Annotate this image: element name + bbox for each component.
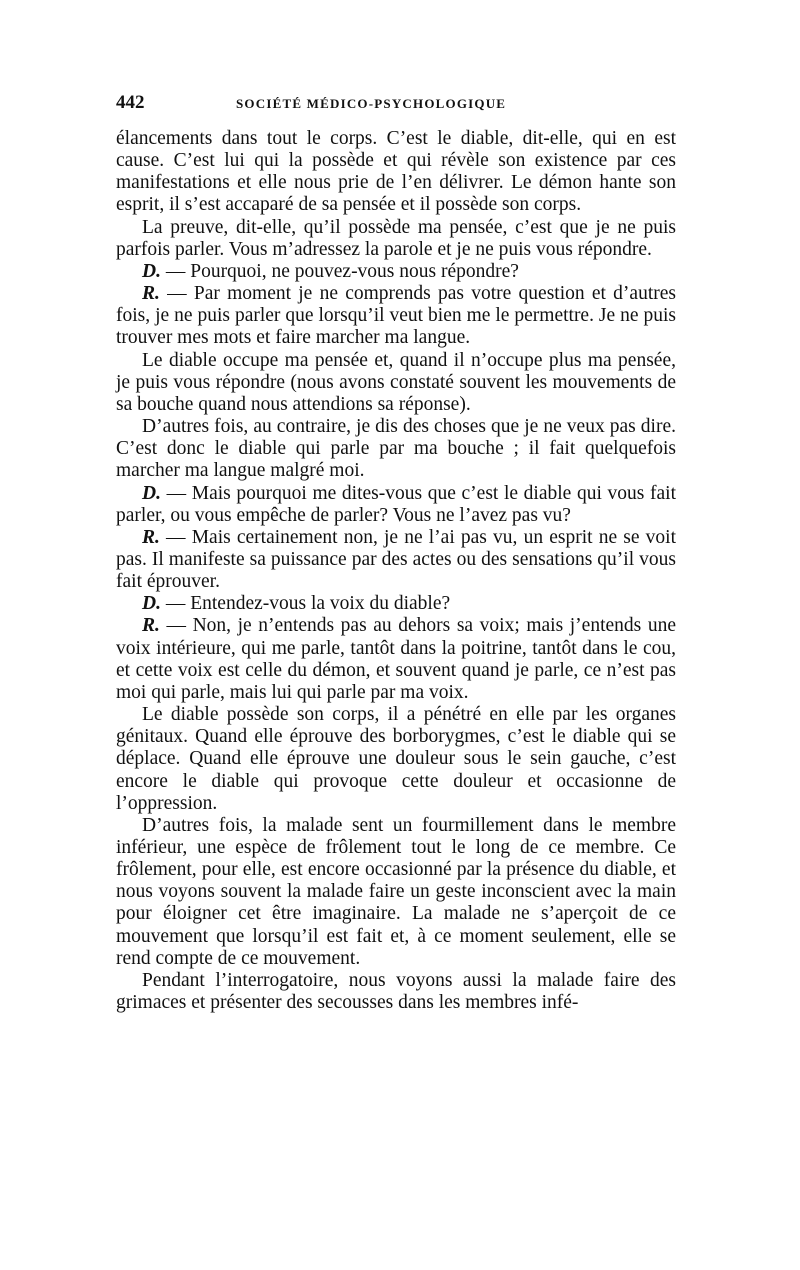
paragraph-1: élancements dans tout le corps. C’est le diable, dit-elle, qui en est cause. C’est lui qui la possède et qui révèle son existence par ces manifestations et elle nous prie de l’en délivrer. Le démon hante son esprit, il s’est accaparé de sa pensée et il possède son corps.: [116, 128, 676, 216]
page-number: 442: [116, 92, 145, 113]
speaker-label: R.: [142, 526, 160, 548]
book-page: [116, 92, 676, 1014]
dialogue-answer-2: R. — Mais certainement non, je ne l’ai pas vu, un esprit ne se voit pas. Il manifeste sa puissance par des actes ou des sensations qu’il vous fait éprouver.: [116, 526, 676, 593]
speaker-label: D.: [142, 482, 161, 504]
dialogue-question-2: D. — Mais pourquoi me dites-vous que c’est le diable qui vous fait parler, ou vous empêche de parler? Vous ne l’avez pas vu?: [116, 482, 676, 526]
dialogue-question-3: D. — Entendez-vous la voix du diable?: [142, 593, 451, 615]
running-head: [116, 92, 676, 120]
speaker-label: R.: [142, 615, 160, 637]
paragraph-2: La preuve, dit-elle, qu’il possède ma pensée, c’est que je ne puis parfois parler. Vous m’adressez la parole et je ne puis vous répondre.: [116, 216, 676, 260]
speaker-label: D.: [142, 260, 161, 282]
body-text: [116, 128, 676, 1014]
paragraph-13: Pendant l’interrogatoire, nous voyons aussi la malade faire des grimaces et présenter des secousses dans les membres infé-: [116, 969, 676, 1014]
dialogue-answer-1: R. — Par moment je ne comprends pas votre question et d’autres fois, je ne puis parler que lorsqu’il veut bien me le permettre. Je ne puis trouver mes mots et faire marcher ma langue.: [116, 283, 676, 349]
dialogue-answer-3: R. — Non, je n’entends pas au dehors sa voix; mais j’entends une voix intérieure, qui me parle, tantôt dans la poitrine, tantôt dans le cou, et cette voix est celle du démon, et souvent quand je parle, ce n’est pas moi qui parle, mais lui qui parle par ma voix.: [116, 615, 676, 703]
dialogue-question-1: D. — Pourquoi, ne pouvez-vous nous répondre?: [142, 260, 519, 282]
speaker-label: R.: [142, 283, 160, 305]
paragraph-12: D’autres fois, la malade sent un fourmillement dans le membre inférieur, une espèce de frôlement tout le long de ce membre. Ce frôlement, pour elle, est encore occasionné par la présence du diable, et nous voyons souvent la malade faire un geste inconscient avec la main pour éloigner cet être imaginaire. La malade ne s’aperçoit de ce mouvement que lorsqu’il est fait et, à ce moment seulement, elle se rend compte de ce mouvement.: [116, 814, 676, 969]
journal-title: SOCIÉTÉ MÉDICO-PSYCHOLOGIQUE: [236, 96, 507, 111]
paragraph-6: D’autres fois, au contraire, je dis des choses que je ne veux pas dire. C’est donc le diable qui parle par ma bouche ; il fait quelquefois marcher ma langue malgré moi.: [116, 416, 676, 482]
speaker-label: D.: [142, 593, 161, 615]
paragraph-5: Le diable occupe ma pensée et, quand il n’occupe plus ma pensée, je puis vous répondre (nous avons constaté souvent les mouvements de sa bouche quand nous attendions sa réponse).: [116, 349, 676, 415]
paragraph-11: Le diable possède son corps, il a pénétré en elle par les organes génitaux. Quand elle éprouve des borborygmes, c’est le diable qui se déplace. Quand elle éprouve une douleur sous le sein gauche, c’est encore le diable qui provoque cette douleur et occasionne de l’oppression.: [116, 704, 676, 814]
